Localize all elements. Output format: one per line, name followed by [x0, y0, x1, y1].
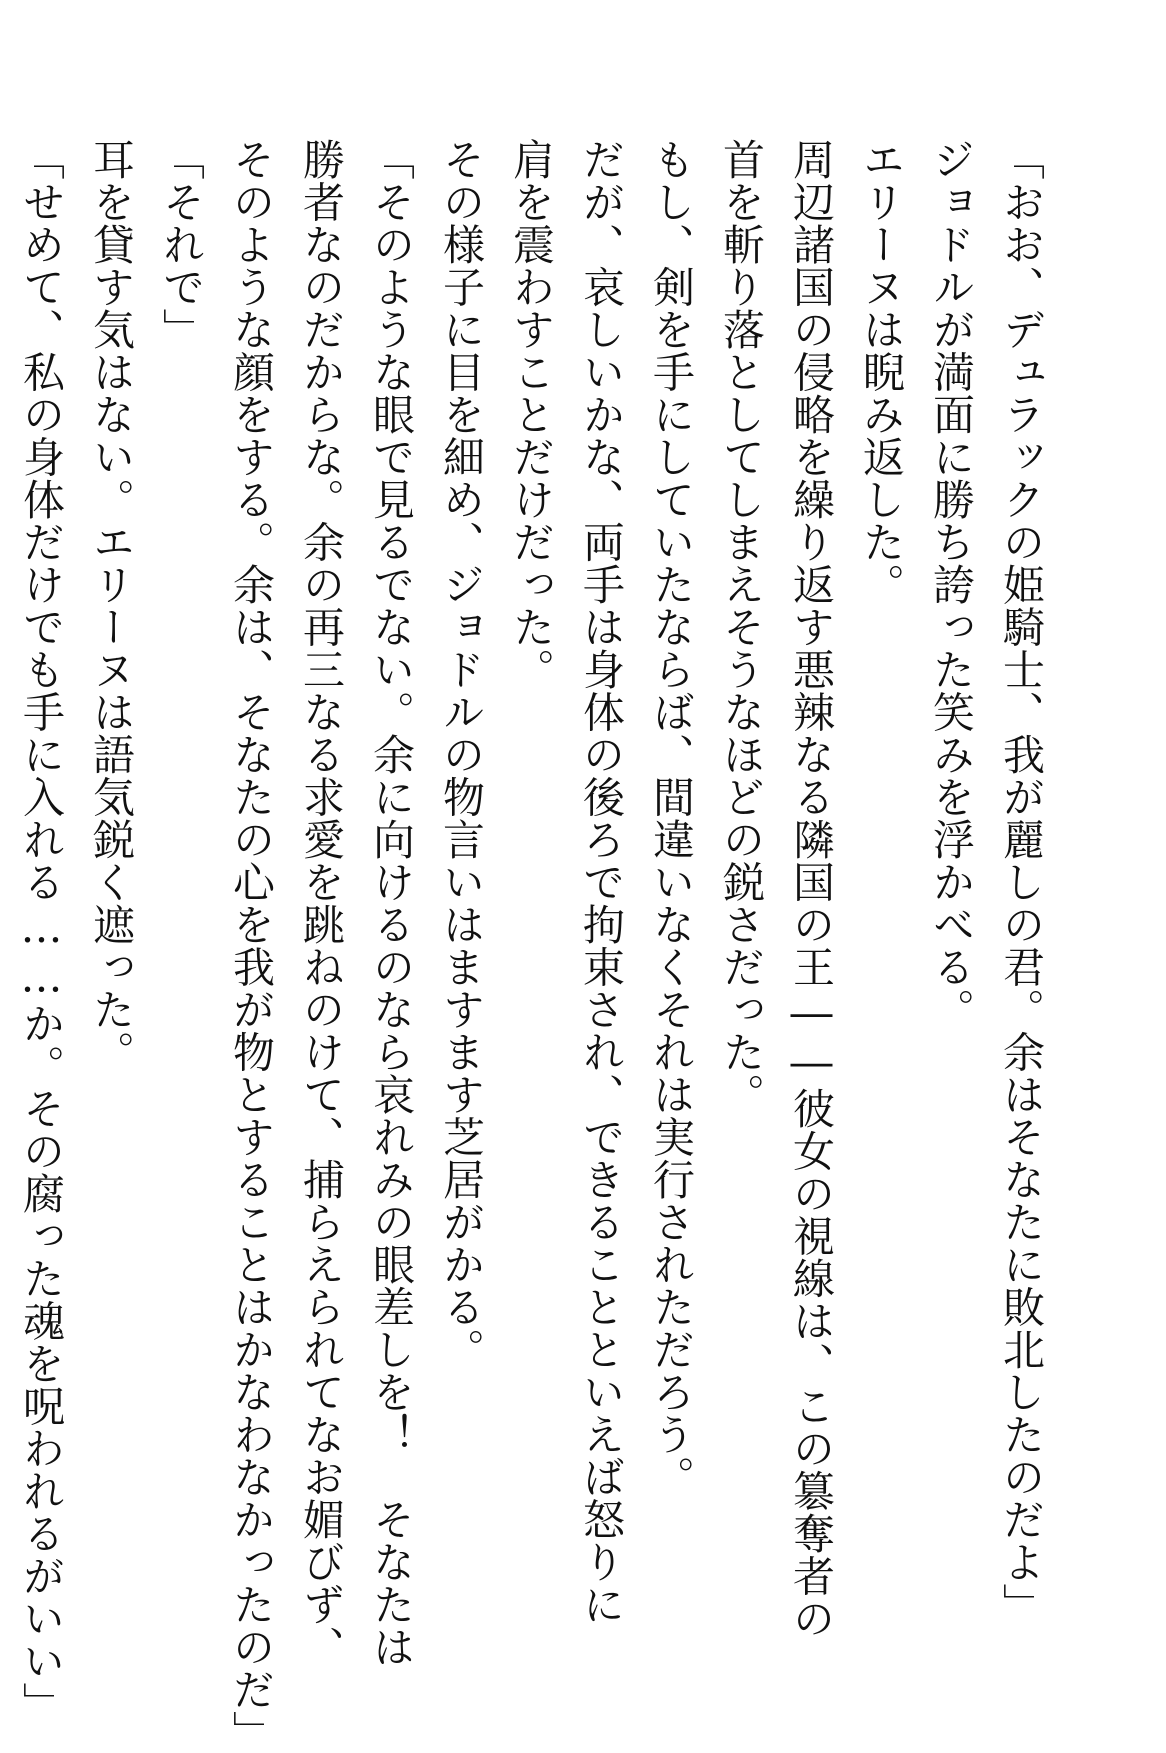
text-line-11: 勝者なのだからな。余の再三なる求愛を跳ねのけて、捕らえられてなお媚びず、 [297, 138, 346, 1668]
text-line-13: 「それで」 [157, 138, 206, 351]
text-line-6: もし、剣を手にしていたならば、間違いなくそれは実行されただろう。 [647, 138, 696, 1498]
text-line-14: 耳を貸す気はない。エリーヌは語気鋭く遮った。 [87, 138, 136, 1073]
text-line-15: 「せめて、私の身体だけでも手に入れる……か。その腐った魂を呪われるがいい」 [17, 138, 66, 1725]
text-line-3: エリーヌは睨み返した。 [857, 138, 906, 606]
text-line-9: その様子に目を細め、ジョドルの物言いはますます芝居がかる。 [437, 138, 486, 1371]
text-line-4: 周辺諸国の侵略を繰り返す悪辣なる隣国の王――彼女の視線は、この簒奪者の [787, 138, 836, 1640]
text-line-10: 「そのような眼で見るでない。余に向けるのなら哀れみの眼差しを！ そなたは [367, 138, 416, 1668]
vertical-text-body [17, 138, 1056, 1753]
text-line-8: 肩を震わすことだけだった。 [507, 138, 556, 691]
text-line-7: だが、哀しいかな、両手は身体の後ろで拘束され、できることといえば怒りに [577, 138, 626, 1626]
text-line-12: そのような顔をする。余は、そなたの心を我が物とすることはかなわなかったのだ」 [227, 138, 276, 1753]
text-line-5: 首を斬り落としてしまえそうなほどの鋭さだった。 [717, 138, 766, 1116]
text-line-1: 「おお、デュラックの姫騎士、我が麗しの君。余はそなたに敗北したのだよ」 [997, 138, 1046, 1626]
text-line-2: ジョドルが満面に勝ち誇った笑みを浮かべる。 [927, 138, 976, 1031]
